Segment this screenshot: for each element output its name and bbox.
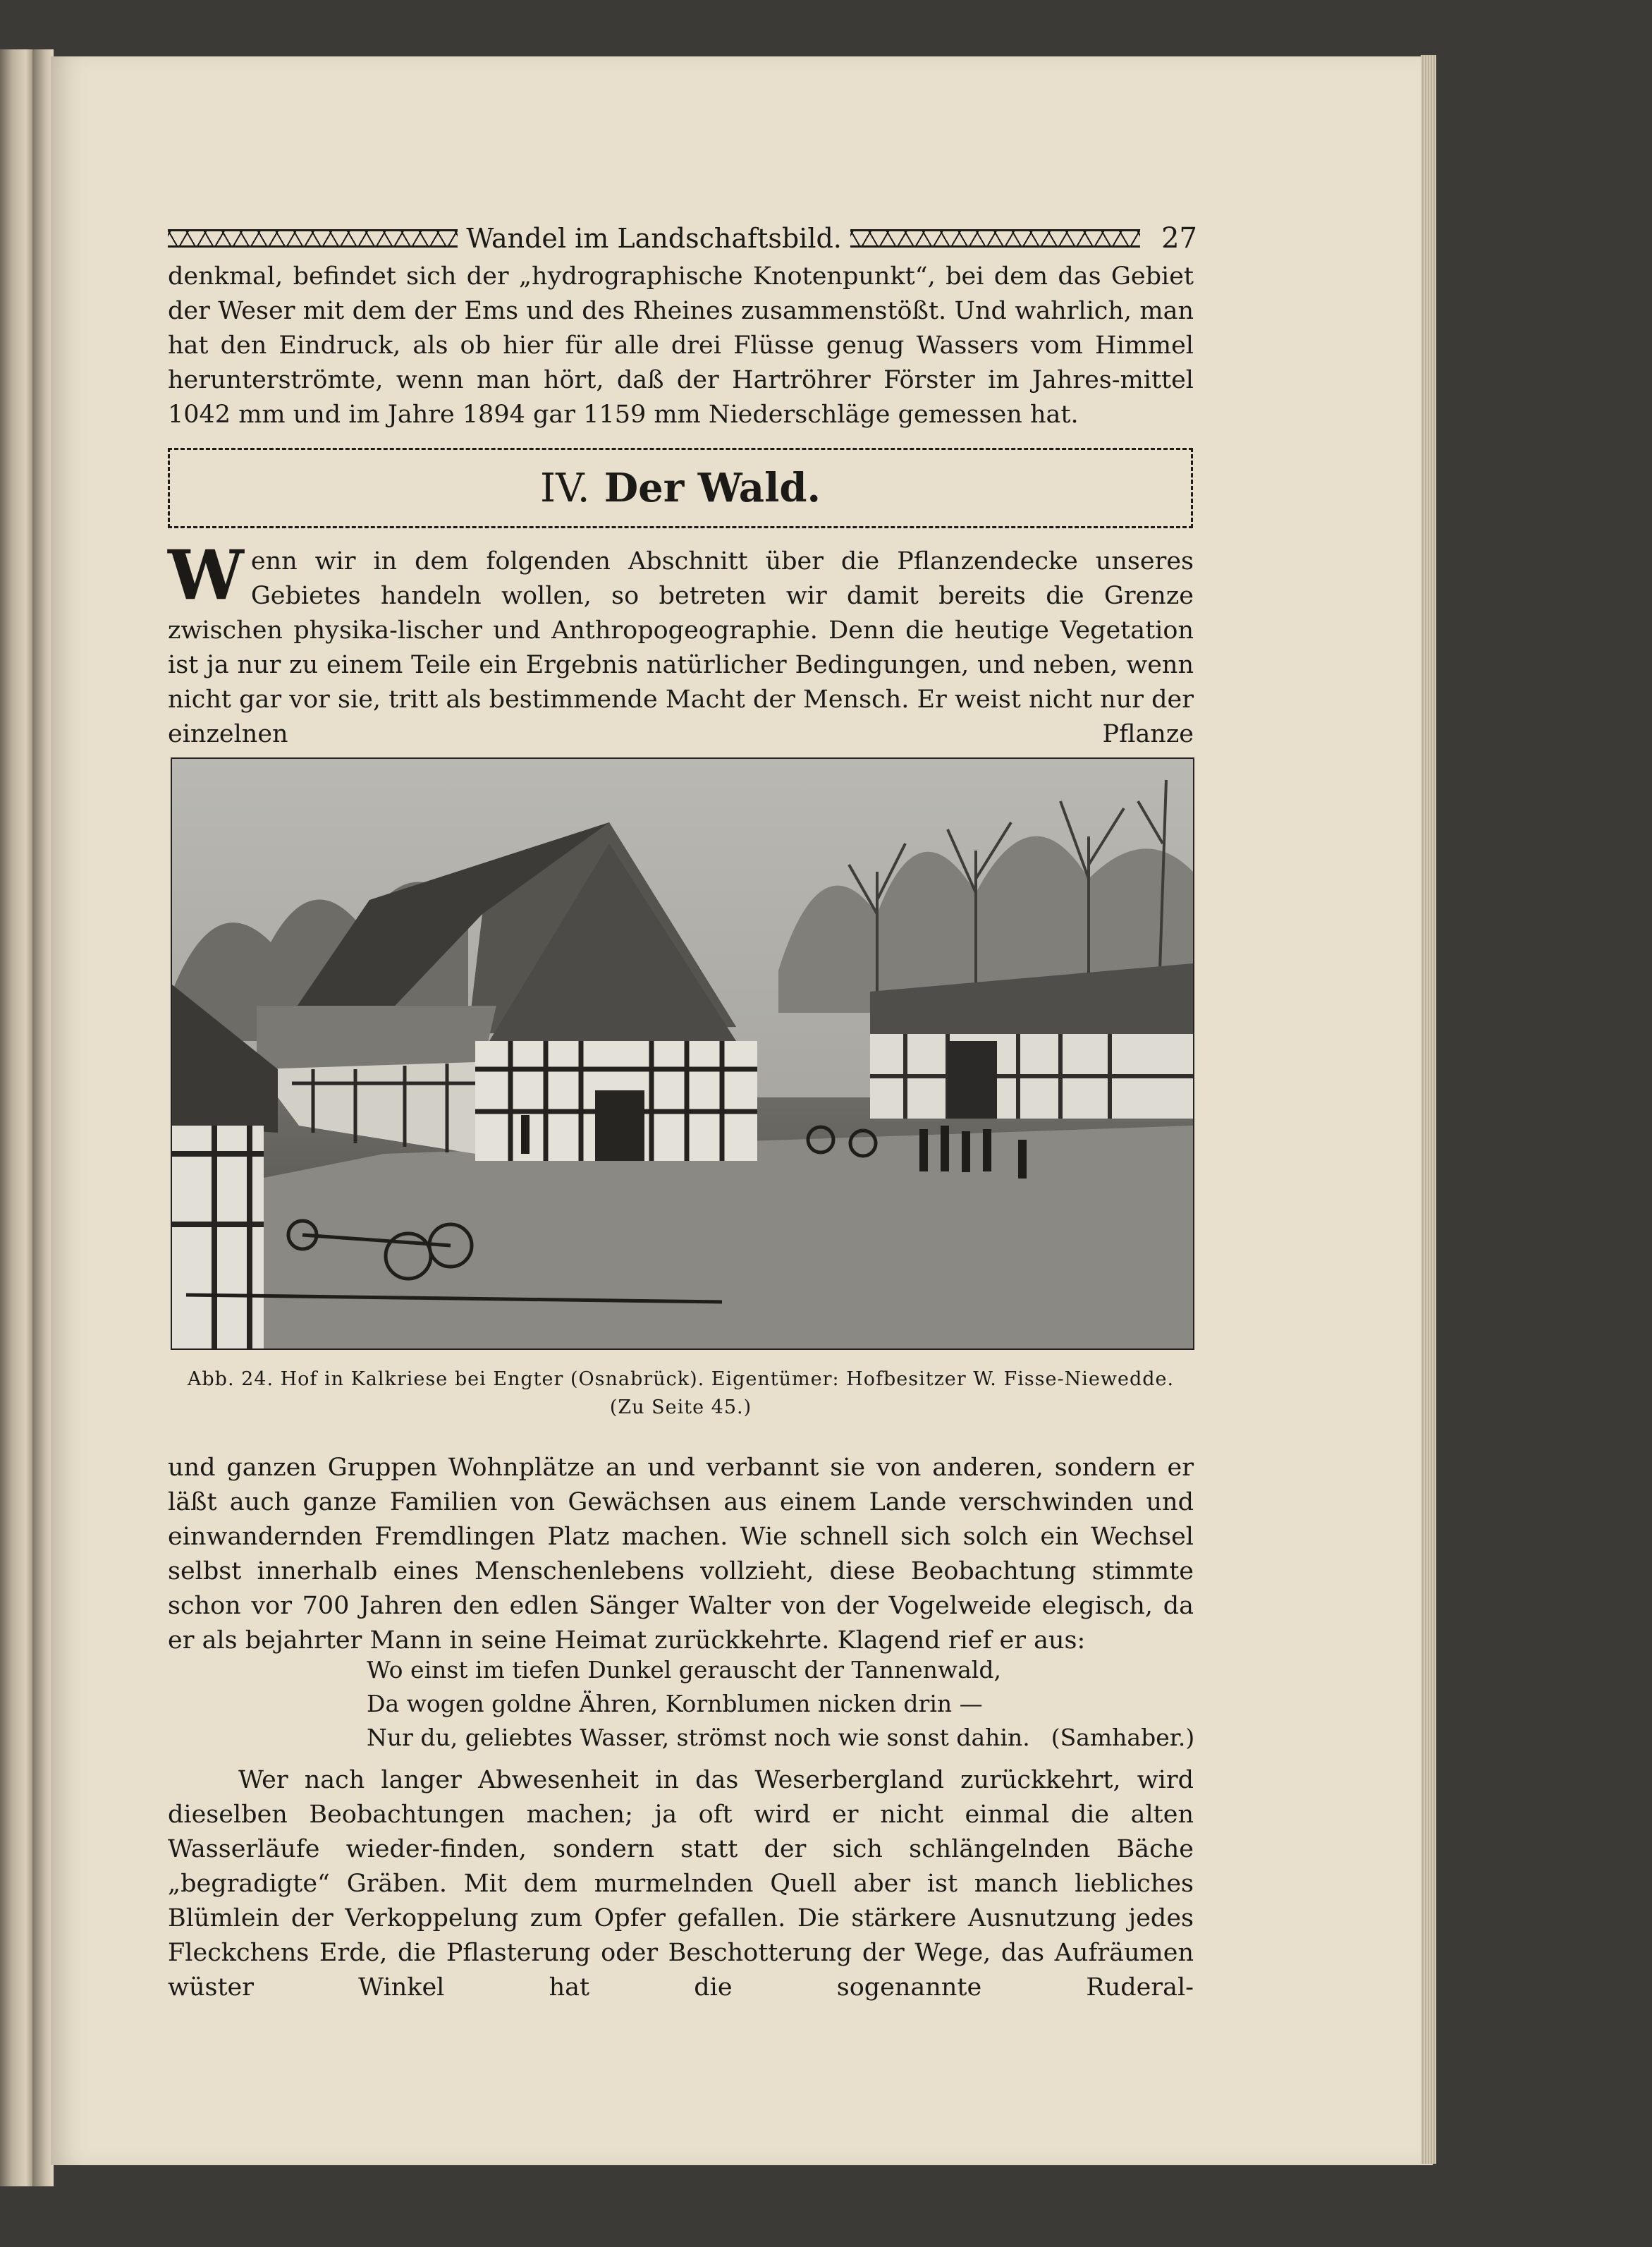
ornament-right	[850, 229, 1140, 248]
caption-line-1: Abb. 24. Hof in Kalkriese bei Engter (Osnabrück). Eigentümer: Hofbesitzer W. Fisse-Niewedde.	[187, 1368, 1175, 1390]
section-heading	[168, 448, 1193, 528]
page-number: 27	[1161, 222, 1198, 255]
figure-caption	[168, 1365, 1194, 1422]
ornament-left	[168, 229, 458, 248]
section-number: IV.	[539, 465, 590, 511]
poem-line-1: Wo einst im tiefen Dunkel gerauscht der Tannenwald,	[367, 1656, 1001, 1683]
page-stack-edge	[1421, 55, 1436, 2164]
paragraph-2	[168, 535, 1194, 752]
caption-line-2: (Zu Seite 45.)	[609, 1396, 752, 1418]
paragraph-1: denkmal, befindet sich der „hydrographische Knotenpunkt“, bei dem das Gebiet der Weser mit dem der Ems und des Rheines zusammenstößt. Und wahrlich, man hat den Eindruck, als ob hier für alle drei Flüsse genug Wassers vom Himmel herunterströmte, wenn man hört, daß der Hartröhrer Förster im Jahres-mittel 1042 mm und im Jahre 1894 gar 1159 mm Niederschläge gemessen hat.	[168, 262, 1194, 429]
paragraph-3: und ganzen Gruppen Wohnplätze an und verbannt sie von anderen, sondern er läßt auch ganze Familien von Gewächsen aus einem Lande verschwinden und einwandernden Fremdlingen Platz machen. Wie schnell sich solch ein Wechsel selbst innerhalb eines Menschenlebens vollzieht, diese Beobachtung stimmte schon vor 700 Jahren den edlen Sänger Walter von der Vogelweide elegisch, da er als bejahrter Mann in seine Heimat zurückkehrte. Klagend rief er aus:	[168, 1454, 1194, 1655]
running-head	[168, 222, 1198, 255]
left-page-edge	[0, 49, 32, 2186]
poem-line-3-wrapper	[367, 1721, 1199, 1755]
farmhouse-photo	[171, 757, 1194, 1350]
section-title: Der Wald.	[604, 465, 821, 511]
poem-quote	[367, 1653, 1199, 1755]
paragraph-4: Wer nach langer Abwesenheit in das Weserbergland zurückkehrt, wird dieselben Beobachtungen machen; ja oft wird er nicht einmal die alten Wasserläufe wieder-finden, sondern statt der sich schlängelnden Bäche „begradigte“ Gräben. Mit dem murmelnden Quell aber ist manch liebliches Blümlein der Verkoppelung zum Opfer gefallen. Die stärkere Ausnutzung jedes Fleckchens Erde, die Pflasterung oder Beschotterung der Wege, das Aufräumen wüster Winkel hat die sogenannte Ruderal-	[168, 1766, 1194, 2002]
paragraph-2-text: enn wir in dem folgenden Abschnitt über die Pflanzendecke unseres Gebietes handeln wollen, so betreten wir damit bereits die Grenze zwischen physika-lischer und Anthropogeographie. Denn die heutige Vegetation ist ja nur zu einem Teile ein Ergebnis natürlicher Bedingungen, und neben, wenn nicht gar vor sie, tritt als bestimmende Macht der Mensch. Er weist nicht nur der einzelnen Pflanze	[168, 547, 1194, 748]
poem-line-2: Da wogen goldne Ähren, Kornblumen nicken drin —	[367, 1690, 983, 1717]
farmhouse-photo-illustration	[172, 759, 1193, 1348]
running-head-title: Wandel im Landschaftsbild.	[466, 223, 842, 254]
drop-cap: W	[168, 535, 244, 615]
poem-line-3: Nur du, geliebtes Wasser, strömst noch wie sonst dahin.	[367, 1724, 1030, 1751]
poem-source: (Samhaber.)	[1051, 1724, 1195, 1751]
